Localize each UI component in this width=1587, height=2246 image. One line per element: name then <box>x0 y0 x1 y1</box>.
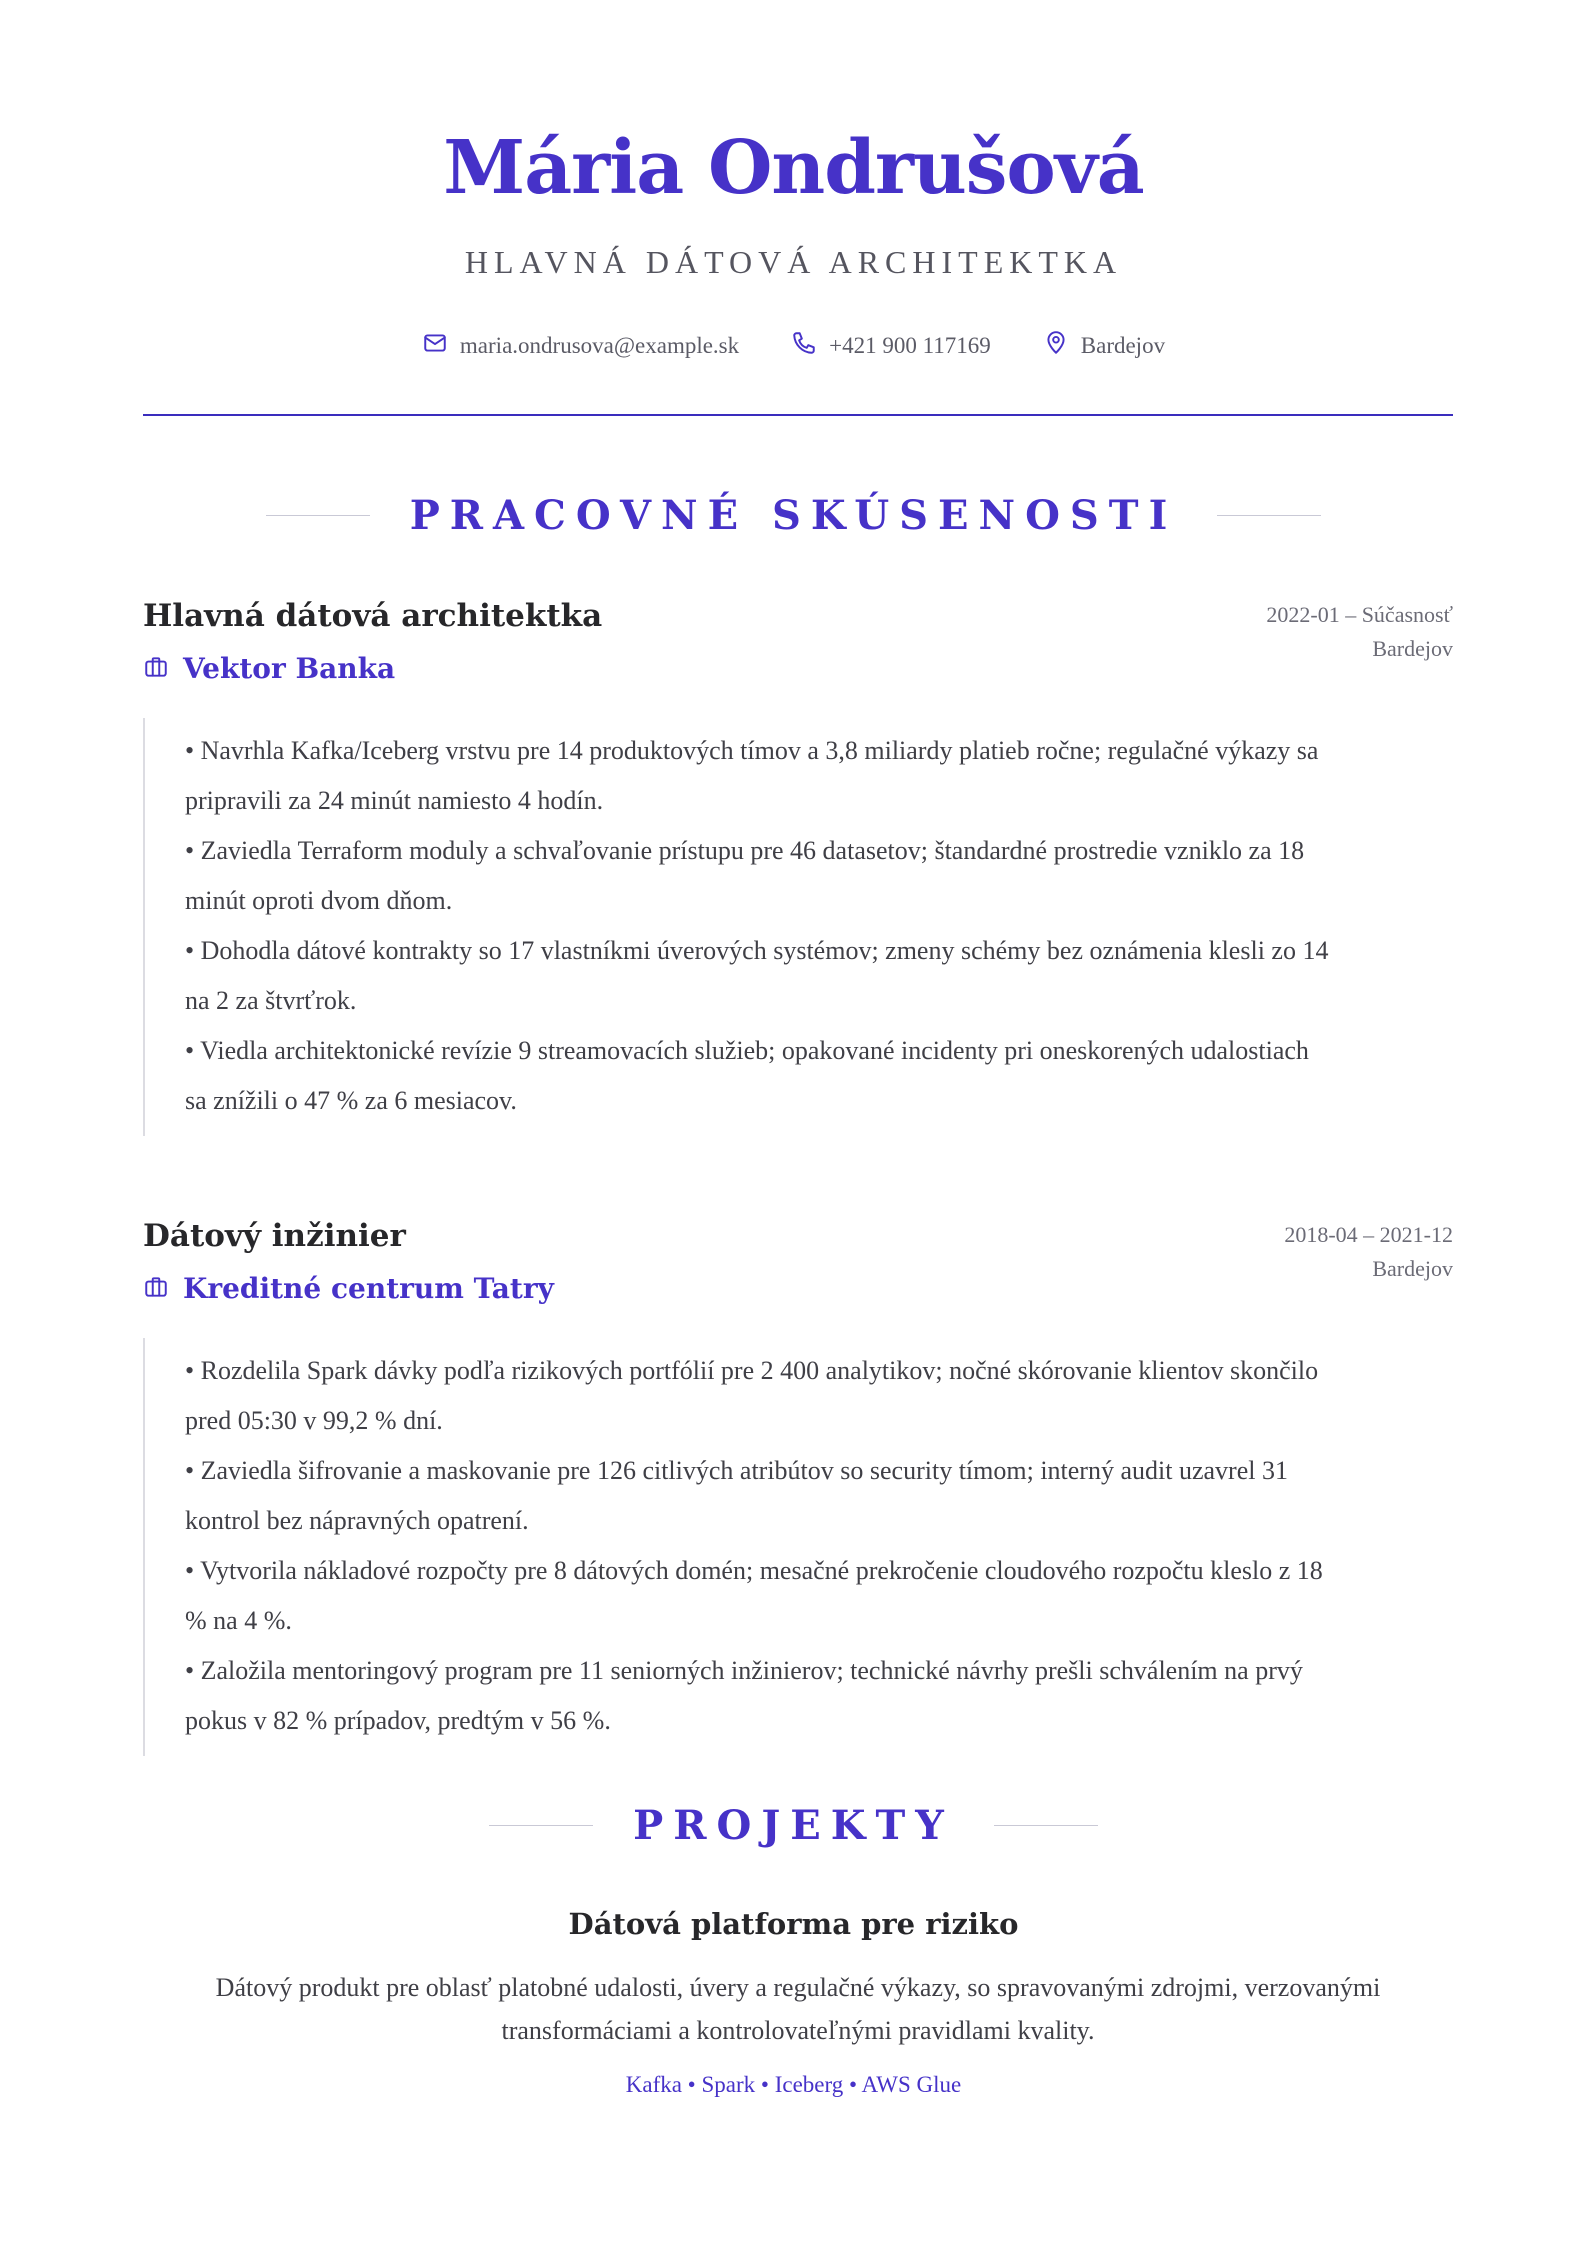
section-rule-left <box>489 1825 593 1826</box>
header-divider <box>143 414 1453 416</box>
section-rule-right <box>994 1825 1098 1826</box>
section-rule-left <box>266 515 370 516</box>
bullet-line: • Rozdelila Spark dávky podľa rizikových portfólií pre 2 400 analytikov; nočné skórovanie klientov skončilo <box>185 1356 1319 1385</box>
bullet-line: • Založila mentoringový program pre 11 seniorných inžinierov; technické návrhy prešli schválením na prvý <box>185 1656 1303 1685</box>
bullet-line: na 2 za štvrťrok. <box>185 986 357 1015</box>
job-entry <box>143 1218 1453 1756</box>
job-header <box>143 1218 1453 1338</box>
job-title: Dátový inžinier <box>143 1218 406 1254</box>
section-rule-right <box>1217 515 1321 516</box>
job-location: Bardejov <box>1372 636 1453 661</box>
job-location: Bardejov <box>1372 1256 1453 1281</box>
briefcase-icon <box>143 1274 169 1304</box>
job-meta <box>1266 598 1453 666</box>
bullet-line: pokus v 82 % prípadov, predtým v 56 %. <box>185 1706 611 1735</box>
company-name: Kreditné centrum Tatry <box>183 1272 554 1305</box>
contact-email[interactable] <box>422 330 739 362</box>
phone-icon <box>791 330 817 362</box>
bullet-line: kontrol bez nápravných opatrení. <box>185 1506 529 1535</box>
section-label: PRACOVNÉ SKÚSENOSTI <box>409 492 1178 539</box>
job-header <box>143 598 1453 718</box>
section-label: PROJEKTY <box>633 1802 954 1849</box>
candidate-name: Mária Ondrušová <box>443 125 1144 211</box>
bullet-line: • Navrhla Kafka/Iceberg vrstvu pre 14 produktových tímov a 3,8 miliardy platieb ročne; regulačné výkazy sa <box>185 736 1319 765</box>
bullet-line: pred 05:30 v 99,2 % dní. <box>185 1406 443 1435</box>
contact-location <box>1043 330 1165 362</box>
company <box>143 1272 554 1305</box>
phone-text: +421 900 117169 <box>829 333 991 358</box>
company <box>143 652 395 685</box>
bullet-line: % na 4 %. <box>185 1606 292 1635</box>
location-text: Bardejov <box>1080 333 1166 358</box>
job-meta <box>1284 1218 1453 1286</box>
project-description: Dátový produkt pre oblasť platobné udalosti, úvery a regulačné výkazy, so spravovanými zdrojmi, verzovanými transformáciami a kontrolovateľnými pravidlami kvality. <box>215 1973 1381 2045</box>
bullet-line: pripravili za 24 minút namiesto 4 hodín. <box>185 786 604 815</box>
bullet-line: • Zaviedla šifrovanie a maskovanie pre 126 citlivých atribútov so security tímom; interný audit uzavrel 31 <box>185 1456 1288 1485</box>
bullet-line: • Viedla architektonické revízie 9 streamovacích služieb; opakované incidenty pri oneskorených udalostiach <box>185 1036 1309 1065</box>
bullet-line: • Vytvorila nákladové rozpočty pre 8 dátových domén; mesačné prekročenie cloudového rozpočtu kleslo z 18 <box>185 1556 1323 1585</box>
email-text: maria.ondrusova@example.sk <box>459 333 740 358</box>
job-dates: 2018-04 – 2021-12 <box>1284 1222 1453 1247</box>
bullet-line: • Dohodla dátové kontrakty so 17 vlastníkmi úverových systémov; zmeny schémy bez oznámenia klesli zo 14 <box>185 936 1329 965</box>
bullet-line: minút oproti dvom dňom. <box>185 886 453 915</box>
location-pin-icon <box>1043 330 1069 362</box>
bullet-line: sa znížili o 47 % za 6 mesiacov. <box>185 1086 517 1115</box>
contact-bar <box>0 330 1587 362</box>
job-title: Hlavná dátová architektka <box>143 598 603 634</box>
bullet-line: • Zaviedla Terraform moduly a schvaľovanie prístupu pre 46 datasetov; štandardné prostredie vzniklo za 18 <box>185 836 1305 865</box>
job-bullets <box>143 718 1453 1136</box>
job-entry <box>143 598 1453 1136</box>
candidate-title: HLAVNÁ DÁTOVÁ ARCHITEKTKA <box>464 244 1123 280</box>
job-bullets <box>143 1338 1453 1756</box>
project-tech-stack: Kafka • Spark • Iceberg • AWS Glue <box>625 2072 962 2097</box>
company-name: Vektor Banka <box>183 652 396 685</box>
project-title: Dátová platforma pre riziko <box>568 1907 1019 1941</box>
section-title-experience <box>0 492 1587 539</box>
job-dates: 2022-01 – Súčasnosť <box>1266 602 1453 627</box>
briefcase-icon <box>143 654 169 684</box>
contact-phone[interactable] <box>791 330 991 362</box>
mail-icon <box>422 330 448 362</box>
section-title-projects <box>0 1802 1587 1849</box>
